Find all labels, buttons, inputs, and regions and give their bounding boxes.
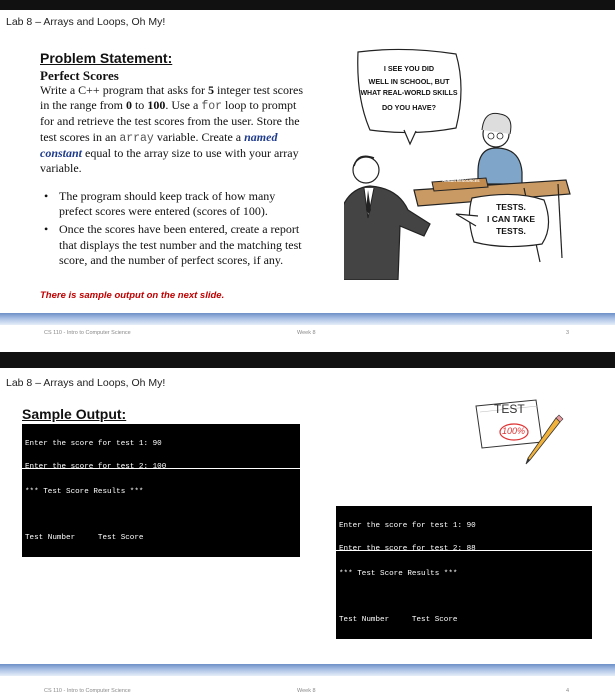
test-grade: 100%	[502, 426, 526, 436]
sample-output-heading: Sample Output:	[22, 406, 127, 422]
results-column-header: Test Number Test Score	[339, 615, 458, 624]
footer-course: CS 110 - Intro to Computer Science	[44, 330, 131, 336]
bubble-line: I SEE YOU DID	[383, 64, 435, 73]
slide-title: Lab 8 – Arrays and Loops, Oh My!	[6, 377, 166, 389]
problem-statement-heading: Problem Statement:	[40, 50, 173, 66]
top-black-bar	[0, 0, 615, 10]
footer-band	[0, 664, 615, 676]
footer-week: Week 8	[297, 688, 316, 694]
console-line: Enter the score for test 2: 88	[339, 544, 476, 550]
console-line: Enter the score for test 2: 100	[25, 462, 167, 468]
named-constant-term: named constant	[40, 129, 278, 160]
hr-interview-cartoon	[344, 48, 592, 280]
results-title: *** Test Score Results ***	[25, 488, 144, 497]
footer-page-number: 4	[566, 688, 570, 694]
bubble-line: WELL IN SCHOOL, BUT	[368, 77, 450, 86]
console-line: Enter the score for test 1: 90	[25, 440, 162, 449]
slide-title: Lab 8 – Arrays and Loops, Oh My!	[6, 16, 166, 28]
slide-3	[0, 10, 615, 352]
results-column-header: Test Number Test Score	[25, 533, 144, 542]
problem-subheading: Perfect Scores	[40, 68, 119, 83]
footer-band	[0, 313, 615, 325]
human-resources-sign: HUMAN RESOURCES	[442, 179, 480, 183]
bubble-line: I CAN TAKE	[486, 214, 535, 224]
sample-output-note: There is sample output on the next slide.	[40, 290, 225, 301]
test-label: TEST	[494, 402, 525, 416]
problem-paragraph: Write a C++ program that asks for 5 integer test scores in the range from 0 to 100. Use a for loop to prompt for and retrieve the test scores from the user. Store the test scores in an array variable. Create a named constant equal to the array size to use with your array variable.	[40, 83, 303, 176]
list-item: • Once the scores have been entered, create a report that displays the test number and the matching test score, and the number of perfect scores, if any.	[44, 222, 302, 267]
slide-separator	[0, 352, 615, 368]
footer-week: Week 8	[297, 330, 316, 336]
results-title: *** Test Score Results ***	[339, 570, 458, 579]
console-line: Enter the score for test 1: 90	[339, 522, 476, 531]
requirements-list	[44, 189, 306, 271]
list-item: • The program should keep track of how many prefect scores were entered (scores of 100).	[44, 189, 276, 219]
console-prompts-perfect	[22, 424, 300, 468]
slide-4	[0, 368, 615, 700]
bubble-line: TESTS.	[496, 202, 526, 212]
console-results-no-perfect	[336, 551, 592, 639]
footer-page-number: 3	[566, 330, 570, 336]
console-results-perfect	[22, 469, 300, 557]
test-paper-clipart	[468, 392, 568, 472]
bubble-line: TESTS.	[496, 226, 526, 236]
console-prompts-no-perfect	[336, 506, 592, 550]
bubble-line: WHAT REAL-WORLD SKILLS	[360, 90, 458, 97]
bubble-line: DO YOU HAVE?	[381, 103, 437, 112]
footer-course: CS 110 - Intro to Computer Science	[44, 688, 131, 694]
